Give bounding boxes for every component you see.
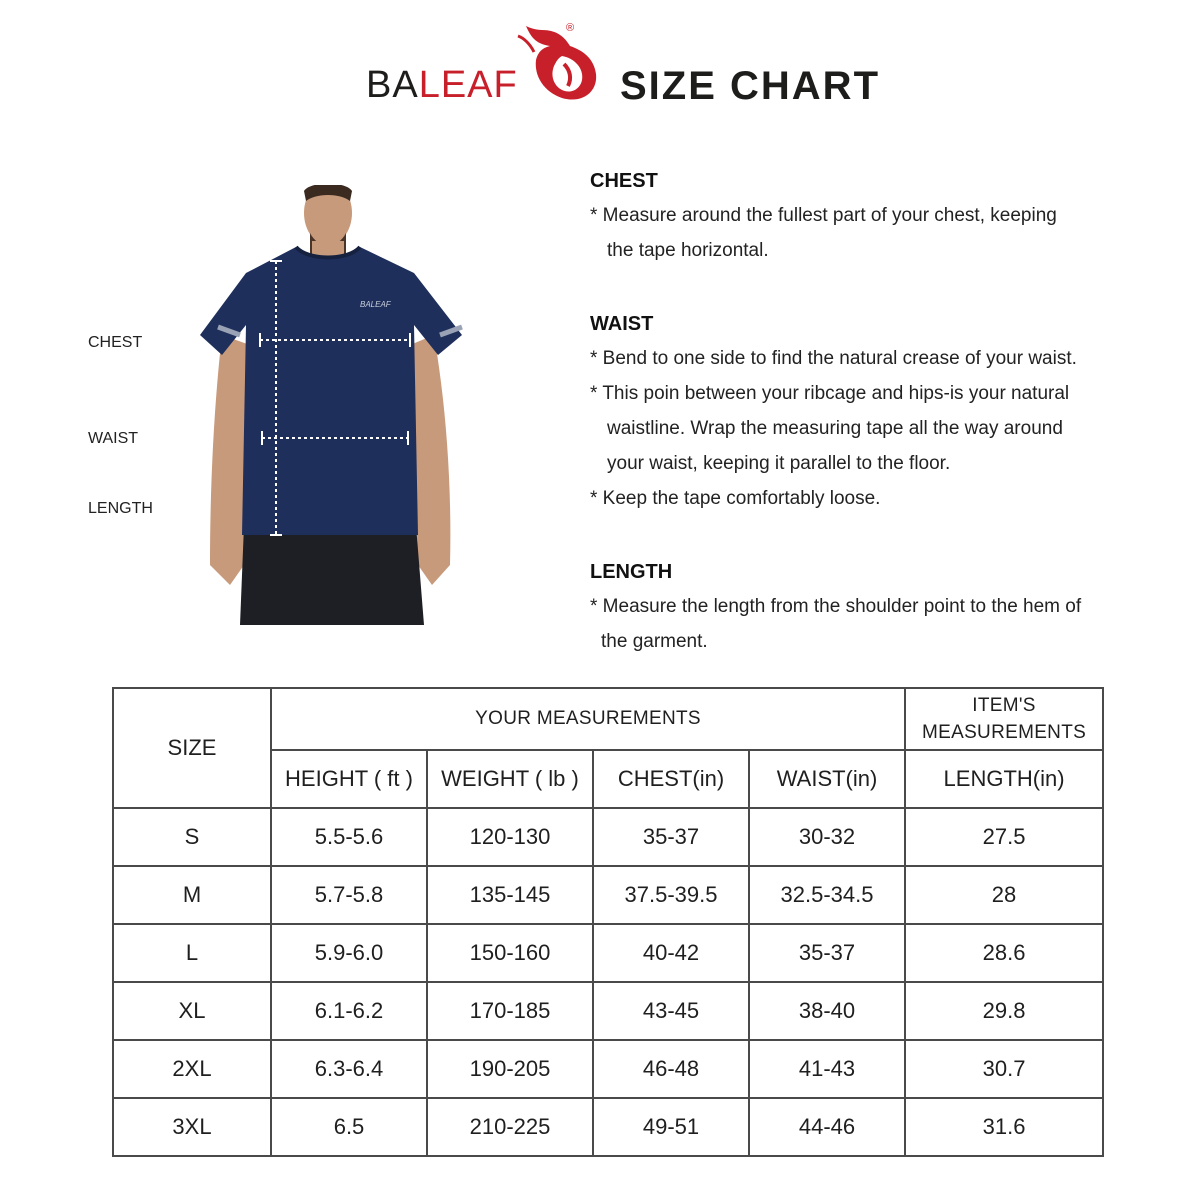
chest-cell: 37.5-39.5	[593, 866, 749, 924]
chest-cell: 35-37	[593, 808, 749, 866]
table-row	[113, 808, 1103, 866]
length-cell: 28	[905, 866, 1103, 924]
model-shorts	[240, 525, 424, 625]
weight-cell: 190-205	[427, 1040, 593, 1098]
photo-label-length: LENGTH	[88, 500, 153, 517]
height-cell: 5.5-5.6	[271, 808, 427, 866]
column-header-waist: WAIST(in)	[749, 750, 905, 808]
guide-length-line: * Measure the length from the shoulder point to the hem of	[590, 596, 1082, 617]
height-cell: 6.3-6.4	[271, 1040, 427, 1098]
weight-cell: 150-160	[427, 924, 593, 982]
length-cell: 29.8	[905, 982, 1103, 1040]
guide-chest-line: * Measure around the fullest part of your chest, keeping	[590, 205, 1057, 226]
length-cell: 31.6	[905, 1098, 1103, 1156]
guide-chest-line: the tape horizontal.	[607, 240, 769, 261]
registered-mark: ®	[566, 22, 575, 34]
guide-waist-title: WAIST	[590, 313, 654, 335]
waist-cell: 41-43	[749, 1040, 905, 1098]
header	[0, 22, 1200, 112]
guide-waist-line: * Keep the tape comfortably loose.	[590, 488, 881, 509]
guide-length-line: the garment.	[601, 631, 708, 652]
length-cell: 27.5	[905, 808, 1103, 866]
flame-leaf-logo-icon	[512, 22, 602, 104]
weight-cell: 120-130	[427, 808, 593, 866]
size-cell: S	[113, 808, 271, 866]
waist-cell: 30-32	[749, 808, 905, 866]
brand-wordmark	[366, 64, 518, 107]
chest-cell: 46-48	[593, 1040, 749, 1098]
model-photo	[200, 185, 480, 625]
guide-waist-line: waistline. Wrap the measuring tape all the way around	[607, 418, 1063, 439]
table-row	[113, 982, 1103, 1040]
brand-prefix: BA	[366, 64, 419, 106]
chest-cell: 40-42	[593, 924, 749, 982]
length-cell: 30.7	[905, 1040, 1103, 1098]
height-cell: 6.1-6.2	[271, 982, 427, 1040]
size-table	[112, 687, 1104, 1157]
weight-cell: 210-225	[427, 1098, 593, 1156]
items-measurements-line: MEASUREMENTS	[922, 721, 1087, 743]
size-cell: M	[113, 866, 271, 924]
guide-length-title: LENGTH	[590, 561, 673, 583]
column-header-weight: WEIGHT ( lb )	[427, 750, 593, 808]
brand-suffix: LEAF	[418, 64, 518, 106]
guide-waist-line: * Bend to one side to find the natural crease of your waist.	[590, 348, 1077, 369]
size-cell: L	[113, 924, 271, 982]
size-cell: 2XL	[113, 1040, 271, 1098]
photo-label-chest: CHEST	[88, 334, 143, 351]
weight-cell: 170-185	[427, 982, 593, 1040]
chest-cell: 43-45	[593, 982, 749, 1040]
items-measurements-header	[905, 688, 1103, 750]
measurement-guide	[590, 168, 1150, 659]
waist-cell: 32.5-34.5	[749, 866, 905, 924]
size-cell: XL	[113, 982, 271, 1040]
waist-cell: 35-37	[749, 924, 905, 982]
weight-cell: 135-145	[427, 866, 593, 924]
size-cell: 3XL	[113, 1098, 271, 1156]
height-cell: 5.9-6.0	[271, 924, 427, 982]
height-cell: 6.5	[271, 1098, 427, 1156]
size-header: SIZE	[113, 688, 271, 808]
column-header-height: HEIGHT ( ft )	[271, 750, 427, 808]
waist-cell: 38-40	[749, 982, 905, 1040]
guide-waist-line: your waist, keeping it parallel to the floor.	[607, 453, 951, 474]
height-cell: 5.7-5.8	[271, 866, 427, 924]
table-row	[113, 924, 1103, 982]
chest-cell: 49-51	[593, 1098, 749, 1156]
table-row	[113, 866, 1103, 924]
waist-cell: 44-46	[749, 1098, 905, 1156]
table-row	[113, 1040, 1103, 1098]
table-row	[113, 1098, 1103, 1156]
your-measurements-header: YOUR MEASUREMENTS	[271, 688, 905, 750]
guide-chest-title: CHEST	[590, 170, 658, 192]
guide-waist-line: * This poin between your ribcage and hips-is your natural	[590, 383, 1070, 404]
page-title: SIZE CHART	[620, 64, 880, 108]
column-header-chest: CHEST(in)	[593, 750, 749, 808]
column-header-length: LENGTH(in)	[905, 750, 1103, 808]
length-cell: 28.6	[905, 924, 1103, 982]
items-measurements-line: ITEM'S	[972, 694, 1036, 716]
shirt-print-text: BALEAF	[360, 300, 391, 309]
photo-label-waist: WAIST	[88, 430, 139, 447]
